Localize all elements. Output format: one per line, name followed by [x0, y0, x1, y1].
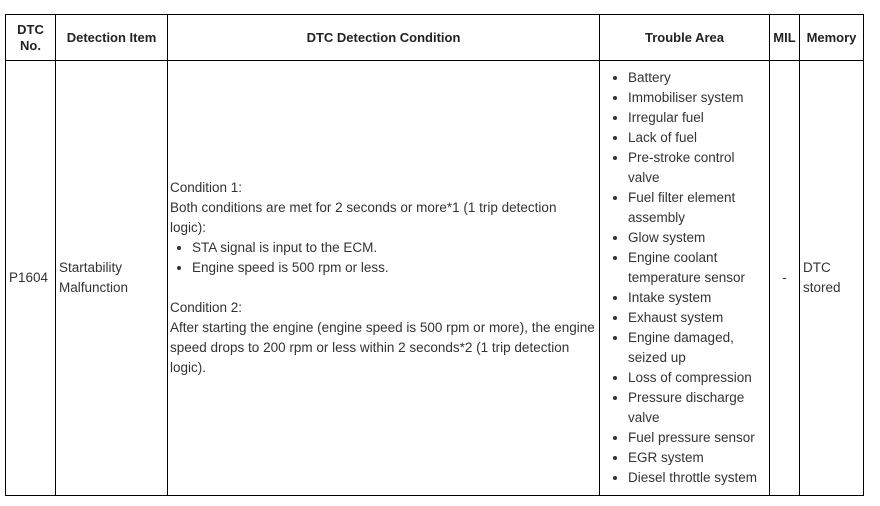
header-detection-condition: DTC Detection Condition	[168, 15, 600, 61]
header-trouble-area: Trouble Area	[600, 15, 770, 61]
trouble-area	[600, 61, 770, 496]
memory-status: DTC stored	[800, 61, 864, 496]
condition1-heading: Condition 1:	[170, 180, 243, 195]
dtc-table	[5, 14, 864, 496]
list-item: • Irregular fuel	[628, 108, 766, 128]
list-item: • Lack of fuel	[628, 128, 766, 148]
list-item: • EGR system	[628, 448, 766, 468]
spacer	[170, 278, 596, 298]
list-item: • Engine damaged, seized up	[628, 328, 766, 368]
header-memory: Memory	[800, 15, 864, 61]
condition2-text: After starting the engine (engine speed is 500 rpm or more), the engine speed drops to 200 rpm or less within 2 seconds*2 (1 trip detection logic).	[170, 320, 595, 375]
list-item: • Glow system	[628, 228, 766, 248]
list-item: • Pressure discharge valve	[628, 388, 766, 428]
header-dtc-no: DTC No.	[6, 15, 56, 61]
list-item: • Battery	[628, 68, 766, 88]
header-row	[6, 15, 864, 61]
list-item: • Exhaust system	[628, 308, 766, 328]
list-item: • Engine coolant temperature sensor	[628, 248, 766, 288]
condition2-heading: Condition 2:	[170, 300, 243, 315]
mil-status: -	[770, 61, 800, 496]
list-item: • Engine speed is 500 rpm or less.	[192, 258, 596, 278]
trouble-area-list	[606, 68, 766, 488]
list-item: • STA signal is input to the ECM.	[192, 238, 596, 258]
table-row	[6, 61, 864, 496]
dtc-code: P1604	[6, 61, 56, 496]
list-item: • Fuel pressure sensor	[628, 428, 766, 448]
detection-item: Startability Malfunction	[56, 61, 168, 496]
list-item: • Fuel filter element assembly	[628, 188, 766, 228]
condition1-text: Both conditions are met for 2 seconds or more*1 (1 trip detection logic):	[170, 200, 557, 235]
list-item: • Pre-stroke control valve	[628, 148, 766, 188]
list-item: • Immobiliser system	[628, 88, 766, 108]
list-item: • Diesel throttle system	[628, 468, 766, 488]
header-mil: MIL	[770, 15, 800, 61]
header-detection-item: Detection Item	[56, 15, 168, 61]
list-item: • Loss of compression	[628, 368, 766, 388]
condition1-list	[170, 238, 596, 278]
list-item: • Intake system	[628, 288, 766, 308]
detection-condition	[168, 61, 600, 496]
